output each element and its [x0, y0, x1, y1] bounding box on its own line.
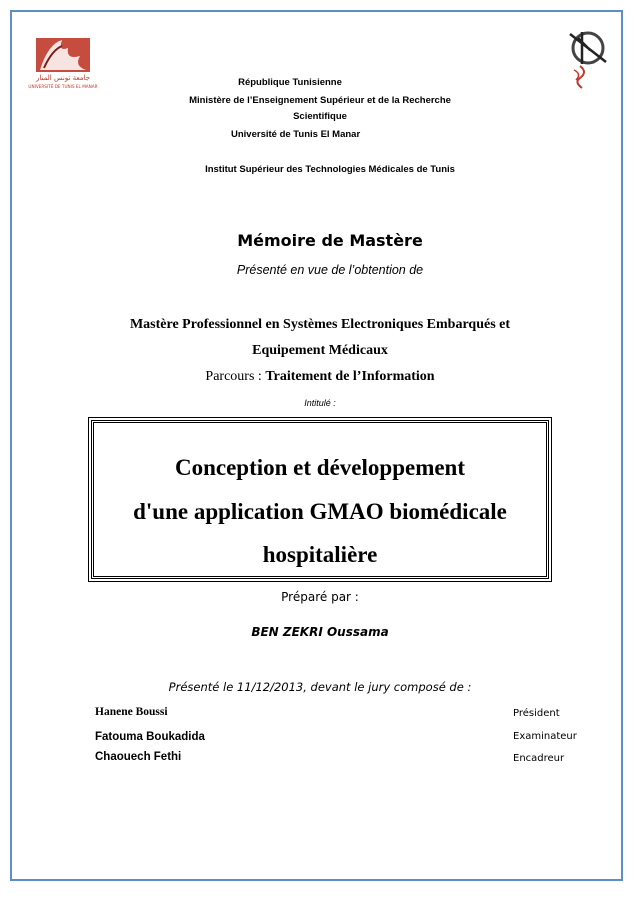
svg-text:UNIVERSITÉ DE TUNIS EL MANAR: UNIVERSITÉ DE TUNIS EL MANAR	[28, 84, 98, 89]
jury-name-3: Chaouech Fethi	[95, 751, 182, 763]
parcours-value: Traitement de l’Information	[265, 369, 435, 384]
thesis-title-line2: d'une application GMAO biomédicale	[133, 499, 507, 524]
author-name: BEN ZEKRI Oussama	[251, 625, 389, 639]
thesis-title-line3: hospitalière	[262, 542, 378, 567]
republic-label: République Tunisienne	[238, 77, 342, 88]
degree-line1: Mastère Professionnel en Systèmes Electroniques Embarqués et	[129, 317, 511, 332]
parcours-label: Parcours :	[205, 369, 266, 384]
prepared-by-label: Préparé par :	[281, 590, 359, 604]
memoir-title: Mémoire de Mastère	[237, 231, 423, 250]
degree-line2: Equipement Médicaux	[252, 343, 388, 358]
parcours-line	[130, 369, 510, 385]
institute-name: Institut Supérieur des Technologies Médicales de Tunis	[205, 164, 455, 175]
ministry-line1: Ministère de l’Enseignement Supérieur et de la Recherche	[189, 95, 451, 106]
jury-name-1: Hanene Boussi	[95, 706, 168, 718]
svg-text:جامعة تونس المنار: جامعة تونس المنار	[36, 74, 90, 82]
institute-logo	[560, 28, 610, 90]
university-name: Université de Tunis El Manar	[231, 129, 361, 140]
jury-role-2: Examinateur	[513, 731, 577, 742]
ministry-line2: Scientifique	[293, 111, 347, 122]
memoir-subtitle: Présenté en vue de l’obtention de	[236, 263, 424, 277]
university-logo	[28, 30, 98, 92]
jury-role-1: Président	[513, 708, 560, 719]
jury-name-2: Fatouma Boukadida	[95, 731, 205, 743]
intitule-label: Intitulé :	[304, 398, 336, 408]
jury-role-3: Encadreur	[513, 753, 565, 764]
presentation-line: Présenté le 11/12/2013, devant le jury composé de :	[168, 680, 472, 694]
thesis-title-line1: Conception et développement	[174, 455, 466, 480]
